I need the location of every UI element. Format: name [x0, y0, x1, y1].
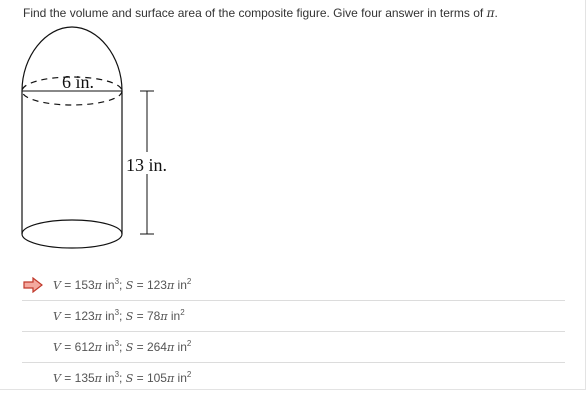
- answer-choice-3[interactable]: [22, 332, 565, 363]
- bottom-ellipse: [22, 220, 122, 248]
- answer-choice-1[interactable]: [22, 270, 565, 301]
- answer-text: V = 135π $in^3$; S = 105π $in^2$: [53, 370, 192, 385]
- height-label: 13 in.: [126, 155, 168, 175]
- answer-text: V = 153π $in^3$; S = 123π $in^2$: [53, 277, 192, 292]
- answer-text: V = 612π $in^3$; S = 264π $in^2$: [53, 339, 192, 354]
- answer-choice-2[interactable]: [22, 301, 565, 332]
- pi-symbol: π: [486, 6, 495, 20]
- diameter-label: 6 in.: [61, 72, 95, 92]
- question-text: Find the volume and surface area of the composite figure. Give four answer in terms of π.: [23, 6, 498, 20]
- answer-choices: [22, 270, 565, 393]
- answer-choice-4[interactable]: [22, 363, 565, 393]
- answer-text: V = 123π $in^3$; S = 78π $in^2$: [53, 308, 185, 323]
- selection-arrow-icon: [22, 277, 44, 293]
